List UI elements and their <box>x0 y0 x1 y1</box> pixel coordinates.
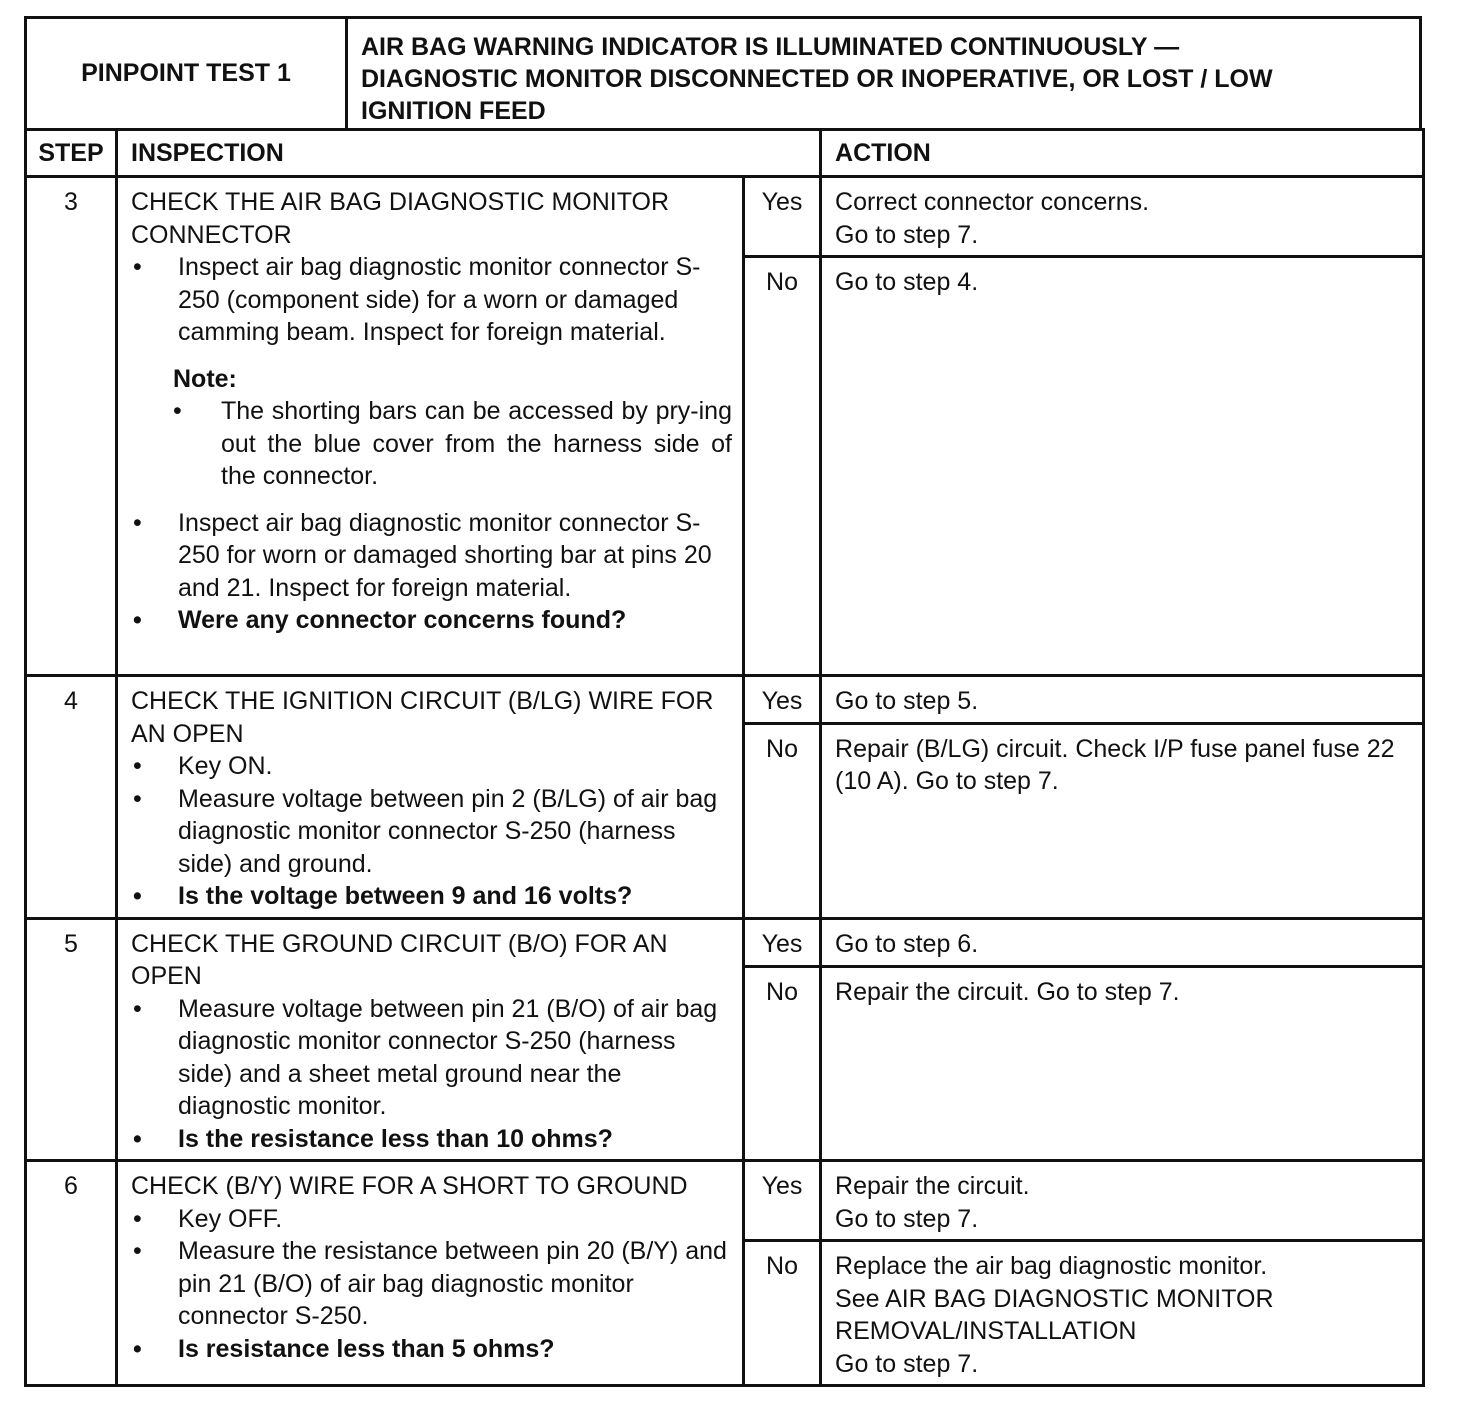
inspection-table <box>24 128 1425 1387</box>
table-row <box>26 918 1424 966</box>
action-line: Replace the air bag diagnostic monitor. <box>835 1252 1268 1280</box>
yes-label: Yes <box>744 177 821 257</box>
step-inspection <box>117 1161 744 1386</box>
no-action <box>821 723 1424 918</box>
step-title: CHECK (B/Y) WIRE FOR A SHORT TO GROUND <box>131 1172 688 1200</box>
test-label: PINPOINT TEST 1 <box>27 19 348 128</box>
test-title <box>348 19 1419 128</box>
step-inspection <box>117 918 744 1161</box>
action-line: Go to step 6. <box>835 929 979 958</box>
inspection-question: • Is resistance less than 5 ohms? <box>131 1333 732 1366</box>
column-header-action: ACTION <box>821 130 1424 177</box>
table-row <box>26 1161 1424 1241</box>
inspection-bullet: • Measure voltage between pin 21 (B/O) of air bag diagnostic monitor connector S-250 (harness side) and a sheet metal ground near the diagnostic monitor. <box>131 993 732 1123</box>
action-line: Go to step 4. <box>835 268 979 296</box>
step-number: 4 <box>26 676 117 919</box>
test-title-line: AIR BAG WARNING INDICATOR IS ILLUMINATED CONTINUOUSLY — <box>361 33 1180 61</box>
table-row <box>26 676 1424 724</box>
yes-action <box>821 1161 1424 1241</box>
note-item: • The shorting bars can be accessed by pry-ing out the blue cover from the harness side of the connector. <box>173 395 732 493</box>
action-line: Go to step 7. <box>835 220 979 249</box>
inspection-question: • Is the resistance less than 10 ohms? <box>131 1123 732 1156</box>
action-line: Go to step 5. <box>835 687 979 715</box>
test-header <box>24 16 1422 131</box>
step-title: CHECK THE GROUND CIRCUIT (B/O) FOR AN OPEN <box>131 929 668 990</box>
yes-label: Yes <box>744 676 821 724</box>
action-line: Repair the circuit. Go to step 7. <box>835 977 1180 1006</box>
no-label: No <box>744 723 821 918</box>
inspection-bullet: • Measure the resistance between pin 20 (B/Y) and pin 21 (B/O) of air bag diagnostic monitor connector S-250. <box>131 1235 732 1333</box>
note-label: Note: <box>173 364 237 393</box>
pinpoint-test-document <box>24 16 1422 1387</box>
inspection-bullet: • Measure voltage between pin 2 (B/LG) of air bag diagnostic monitor connector S-250 (harness side) and ground. <box>131 783 732 881</box>
action-line: Correct connector concerns. <box>835 188 1150 216</box>
test-title-line: DIAGNOSTIC MONITOR DISCONNECTED OR INOPERATIVE, OR LOST / LOW <box>361 65 1273 93</box>
column-header-inspection: INSPECTION <box>117 130 821 177</box>
yes-action <box>821 918 1424 966</box>
table-row <box>26 177 1424 257</box>
yes-label: Yes <box>744 1161 821 1241</box>
yes-action <box>821 177 1424 257</box>
no-label: No <box>744 257 821 676</box>
step-title: CHECK THE IGNITION CIRCUIT (B/LG) WIRE FOR AN OPEN <box>131 687 714 748</box>
yes-label: Yes <box>744 918 821 966</box>
no-action <box>821 257 1424 676</box>
step-number: 6 <box>26 1161 117 1386</box>
table-header-row <box>26 130 1424 177</box>
inspection-bullet: • Inspect air bag diagnostic monitor connector S-250 for worn or damaged shorting bar at pins 20 and 21. Inspect for foreign material. <box>131 507 732 605</box>
action-line: Go to step 7. <box>835 1349 979 1378</box>
step-number: 3 <box>26 177 117 676</box>
inspection-bullet: • Key ON. <box>131 750 732 783</box>
inspection-bullet: • Inspect air bag diagnostic monitor connector S-250 (component side) for a worn or damaged camming beam. Inspect for foreign material. <box>131 251 732 349</box>
step-inspection <box>117 676 744 919</box>
no-action <box>821 1241 1424 1386</box>
no-label: No <box>744 1241 821 1386</box>
action-line: Repair (B/LG) circuit. Check I/P fuse panel fuse 22 (10 A). Go to step 7. <box>835 734 1395 796</box>
step-number: 5 <box>26 918 117 1161</box>
inspection-question: • Were any connector concerns found? <box>131 604 732 637</box>
no-action <box>821 966 1424 1160</box>
yes-action <box>821 676 1424 724</box>
step-title: CHECK THE AIR BAG DIAGNOSTIC MONITOR CONNECTOR <box>131 188 670 249</box>
action-line: Repair the circuit. <box>835 1172 1030 1200</box>
note-block <box>131 363 732 493</box>
column-header-step: STEP <box>26 130 117 177</box>
inspection-bullet: • Key OFF. <box>131 1203 732 1236</box>
test-title-line: IGNITION FEED <box>361 97 546 125</box>
action-line: Go to step 7. <box>835 1204 979 1233</box>
step-inspection <box>117 177 744 676</box>
inspection-question: • Is the voltage between 9 and 16 volts? <box>131 880 732 913</box>
action-line: See AIR BAG DIAGNOSTIC MONITOR REMOVAL/INSTALLATION <box>835 1284 1274 1345</box>
no-label: No <box>744 966 821 1160</box>
